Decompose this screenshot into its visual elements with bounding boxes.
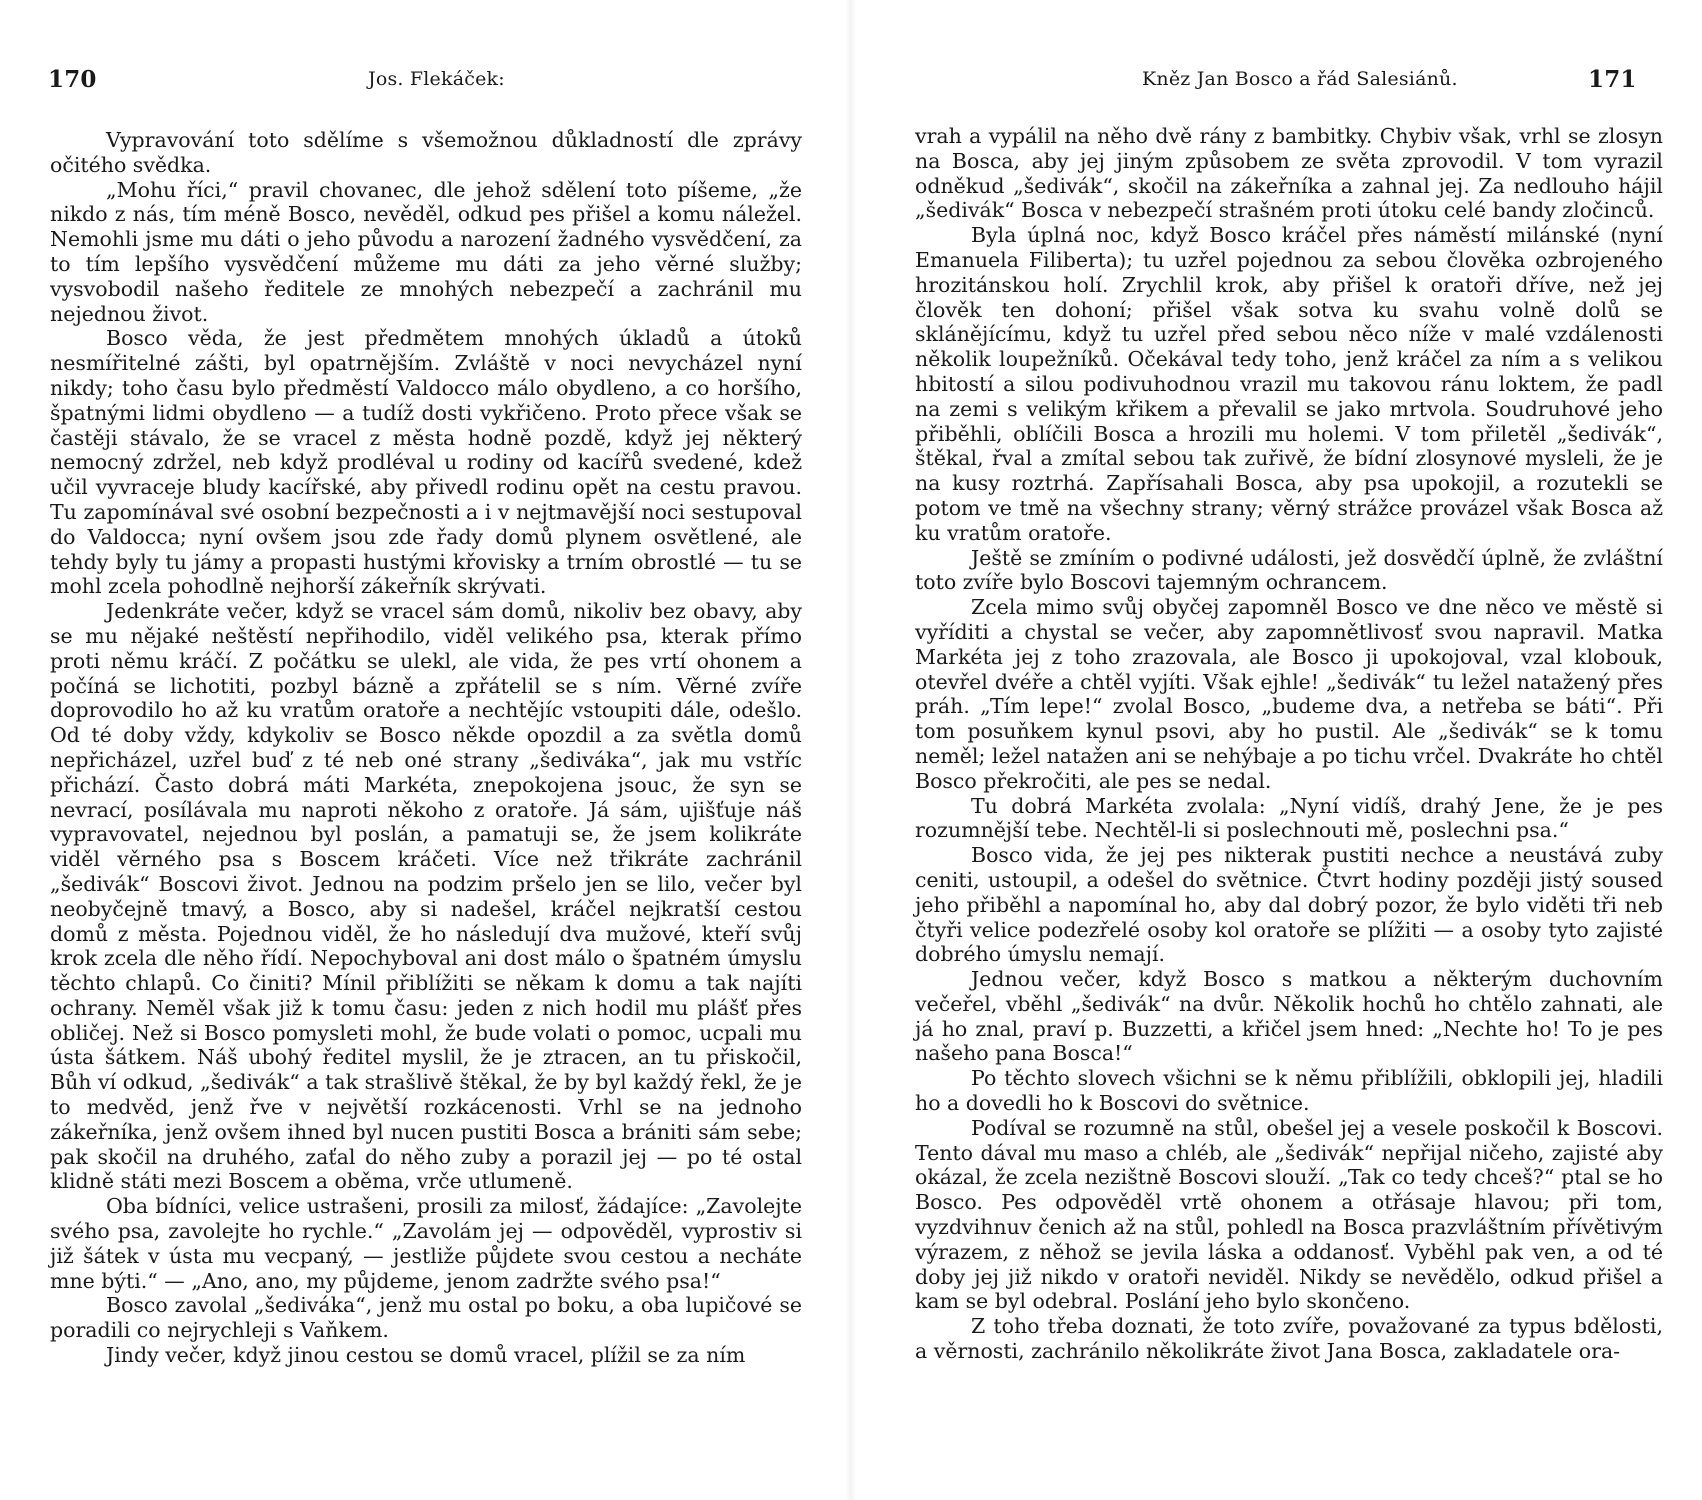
right-page [851,0,1702,1500]
page-number: 170 [48,66,97,93]
paragraph: Byla úplná noc, když Bosco kráčel přes náměstí milánské (nyní Emanuela Filiberta); tu uzřel pojednou za sebou člověka ozbrojeného hrozitánskou holí. Zrychlil krok, aby přišel k oratoři dříve, než jej člověk ten dohoní; přišel však sotva ku svahu volně dolů se sklánějícímu, když tu uzřel před sebou něco níže v malé vzdálenosti několik loupežníků. Očekával tedy toho, jenž kráčel za ním a s velikou hbitostí a silou podivuhodnou vrazil mu takovou ránu loktem, že padl na zemi s velikým křikem a převalil se jako mrtvola. Soudruhové jeho přiběhli, oblíčili Bosca a hrozili mu holemi. V tom přiletěl „šedivák“, štěkal, řval a zmítal sebou tak zuřivě, že bídní zlosynové mysleli, že je na kusy roztrhá. Zapřísahali Bosca, aby psa upokojil, a rozutekli se potom ve tmě na všechny strany; věrný strážce provázel však Bosca až ku vratům oratoře. [915,223,1663,545]
paragraph: Jedenkráte večer, když se vracel sám domů, nikoliv bez obavy, aby se mu nějaké neštěstí nepřihodilo, viděl velikého psa, kterak přímo proti němu kráčí. Z počátku se ulekl, ale vida, že pes vrtí ohonem a počíná se lichotiti, pozbyl bázně a zpřátelil se s ním. Věrné zvíře doprovodilo ho až ku vratům oratoře a nechtějíc vstoupiti dále, odešlo. Od té doby vždy, kdykoliv se Bosco někde opozdil a za světla domů nepřicházel, uzřel buď z té neb oné strany „šediváka“, jak mu vstříc přichází. Často dobrá máti Markéta, znepokojena jsouc, že syn se nevrací, posílávala mu naproti někoho z oratoře. Já sám, ujišťuje náš vypravovatel, nejednou byl poslán, a pamatuji se, že jsem kolikráte viděl věrného psa s Boscem kráčeti. Více než třikráte zachránil „šedivák“ Boscovi život. Jednou na podzim pršelo jen se lilo, večer byl neobyčejně tmavý, a Bosco, aby si nadešel, kráčel nejkratší cestou domů z města. Pojednou viděl, že ho následují dva mužové, kteří svůj krok zcela dle něho řídí. Nepochyboval ani dost málo o špatném úmyslu těchto chlapů. Co činiti? Mínil přiblížiti se někam k domu a tak najíti ochrany. Neměl však již k tomu času: jeden z nich hodil mu plášť přes obličej. Než si Bosco pomysleti mohl, že bude volati o pomoc, ucpali mu ústa šátkem. Náš ubohý ředitel myslil, že je ztracen, an tu přiskočil, Bůh ví odkud, „šedivák“ a tak strašlivě štěkal, že by byl každý řekl, že je to medvěd, jenž řve v největší rozkácenosti. Vrhl se na jednoho zákeřníka, jenž ovšem ihned byl nucen pustiti Bosca a brániti sám sebe; pak skočil na druhého, zaťal do něho zuby a porazil jej — po té ostal klidně státi mezi Boscem a oběma, vrče utlumeně. [50,599,802,1194]
right-page-body [915,124,1663,1364]
paragraph: Vypravování toto sdělíme s všemožnou důkladností dle zprávy očitého svědka. [50,128,802,177]
running-head: Jos. Flekáček: [368,68,505,90]
paragraph: Bosco zavolal „šediváka“, jenž mu ostal po boku, a oba lupičové se poradili co nejrychleji s Vaňkem. [50,1293,802,1343]
paragraph: Tu dobrá Markéta zvolala: „Nyní vidíš, drahý Jene, že je pes rozumnější tebe. Nechtěl-li si poslechnouti mě, poslechni psa.“ [915,793,1663,843]
continued-paragraph: vrah a vypálil na něho dvě rány z bambitky. Chybiv však, vrhl se zlosyn na Bosca, aby jej jiným způsobem ze světa zprovodil. V tom vyrazil odněkud „šedivák“, skočil na zákeřníka a zahnal jej. Za nedlouho hájil „šedivák“ Bosca v nebezpečí strašném proti útoku celé bandy zločinců. [915,124,1663,223]
paragraph: „Mohu říci,“ pravil chovanec, dle jehož sdělení toto píšeme, „že nikdo z nás, tím méně Bosco, nevěděl, odkud pes přišel a komu náležel. Nemohli jsme mu dáti o jeho původu a narození žadného vysvědčení, za to tím lepšího vysvědčení můžeme mu dáti za jeho věrné služby; vysvobodil našeho ředitele ze mnohých nebezpečí a zachránil mu nejednou život. [50,177,802,326]
paragraph: Ještě se zmíním o podivné události, jež dosvědčí úplně, že zvláštní toto zvíře bylo Boscovi tajemným ochrancem. [915,545,1663,595]
paragraph: Jindy večer, když jinou cestou se domů vracel, plížil se za ním [106,1343,746,1368]
left-page-body [50,128,802,1368]
running-head: Kněz Jan Bosco a řád Salesiánů. [1142,68,1458,90]
paragraph: Oba bídníci, velice ustrašeni, prosili za milosť, žádajíce: „Zavolejte svého psa, zavolejte ho rychle.“ „Zavolám jej — odpověděl, vyprostiv si již šátek v ústa mu vecpaný, — jestliže půjdete svou cestou a necháte mne býti.“ — „Ano, ano, my půjdeme, jenom zadržte svého psa!“ [50,1194,802,1293]
page-number: 171 [1588,66,1637,93]
paragraph: Zcela mimo svůj obyčej zapomněl Bosco ve dne něco ve městě si vyříditi a chystal se večer, aby zapomnětlivosť svou napravil. Matka Markéta jej z toho zrazovala, ale Bosco ji upokojoval, vzal klobouk, otevřel dvéře a chtěl vyjíti. Však ejhle! „šedivák“ tu ležel natažený přes práh. „Tím lepe!“ zvolal Bosco, „budeme dva, a netřeba se báti“. Při tom posuňkem kynul psovi, aby ho pustil. Ale „šedivák“ se k tomu neměl; ležel natažen ani se nehýbaje a po tichu vrčel. Dvakráte ho chtěl Bosco překročiti, ale pes se nedal. [915,595,1663,793]
paragraph: Podíval se rozumně na stůl, obešel jej a vesele poskočil k Boscovi. Tento dával mu maso a chléb, ale „šedivák“ nepřijal ničeho, zajisté aby okázal, že zcela nezištně Boscovi slouží. „Tak co tedy chceš?“ ptal se ho Bosco. Pes odpověděl vrtě ohonem a otřásaje hlavou; při tom, vyzdvihnuv čenich až na stůl, pohledl na Bosca prazvláštním přívětivým výrazem, z něhož se jevila láska a oddanosť. Vyběhl pak ven, a od té doby jej již nikdo v oratoři neviděl. Nikdy se nevědělo, odkud přišel a kam se byl odebral. Poslání jeho bylo skončeno. [915,1115,1663,1314]
paragraph: Jednou večer, když Bosco s matkou a některým duchovním večeřel, vběhl „šedivák“ na dvůr. Několik hochů ho chtělo zahnati, ale já ho znal, praví p. Buzzetti, a křičel jsem hned: „Nechte ho! To je pes našeho pana Bosca!“ [915,967,1663,1066]
paragraph: Bosco věda, že jest předmětem mnohých úkladů a útoků nesmířitelné zášti, byl opatrnějším. Zvláště v noci nevycházel nyní nikdy; toho času bylo předměstí Valdocco málo obydleno, a co horšího, špatnými lidmi obydleno — a tudíž dosti vykřičeno. Proto přece však se častěji stávalo, že se vracel z města hodně pozdě, když jej některý nemocný zdržel, neb když prodléval u rodiny od kacířů svedené, kdež učil vyvraceje bludy kacířské, aby přivedl rodinu opět na cestu pravou. Tu zapomínával své osobní bezpečnosti a i v nejtmavější noci sestupoval do Valdocca; nyní ovšem jsou zde řady domů plynem osvětlené, ale tehdy byly tu jámy a propasti hustými křovisky a trním obrostlé — tu se mohl zcela pohodlně nejhorší zákeřník skrývati. [50,326,802,599]
paragraph: Z toho třeba doznati, že toto zvíře, považované za typus bdělosti, a věrnosti, zachránilo několikráte život Jana Bosca, zakladatele ora- [915,1314,1663,1364]
paragraph: Bosco vida, že jej pes nikterak pustiti nechce a neustává zuby ceniti, ustoupil, a odešel do světnice. Čtvrt hodiny později jistý soused jeho přiběhl a napomínal ho, aby dal dobrý pozor, že bylo viděti tři neb čtyři velice podezřelé osoby kol oratoře se plížiti — a osoby tyto zajisté dobrého úmyslu nemají. [915,843,1663,967]
paragraph: Po těchto slovech všichni se k němu přiblížili, obklopili jej, hladili ho a dovedli ho k Boscovi do světnice. [915,1066,1663,1116]
